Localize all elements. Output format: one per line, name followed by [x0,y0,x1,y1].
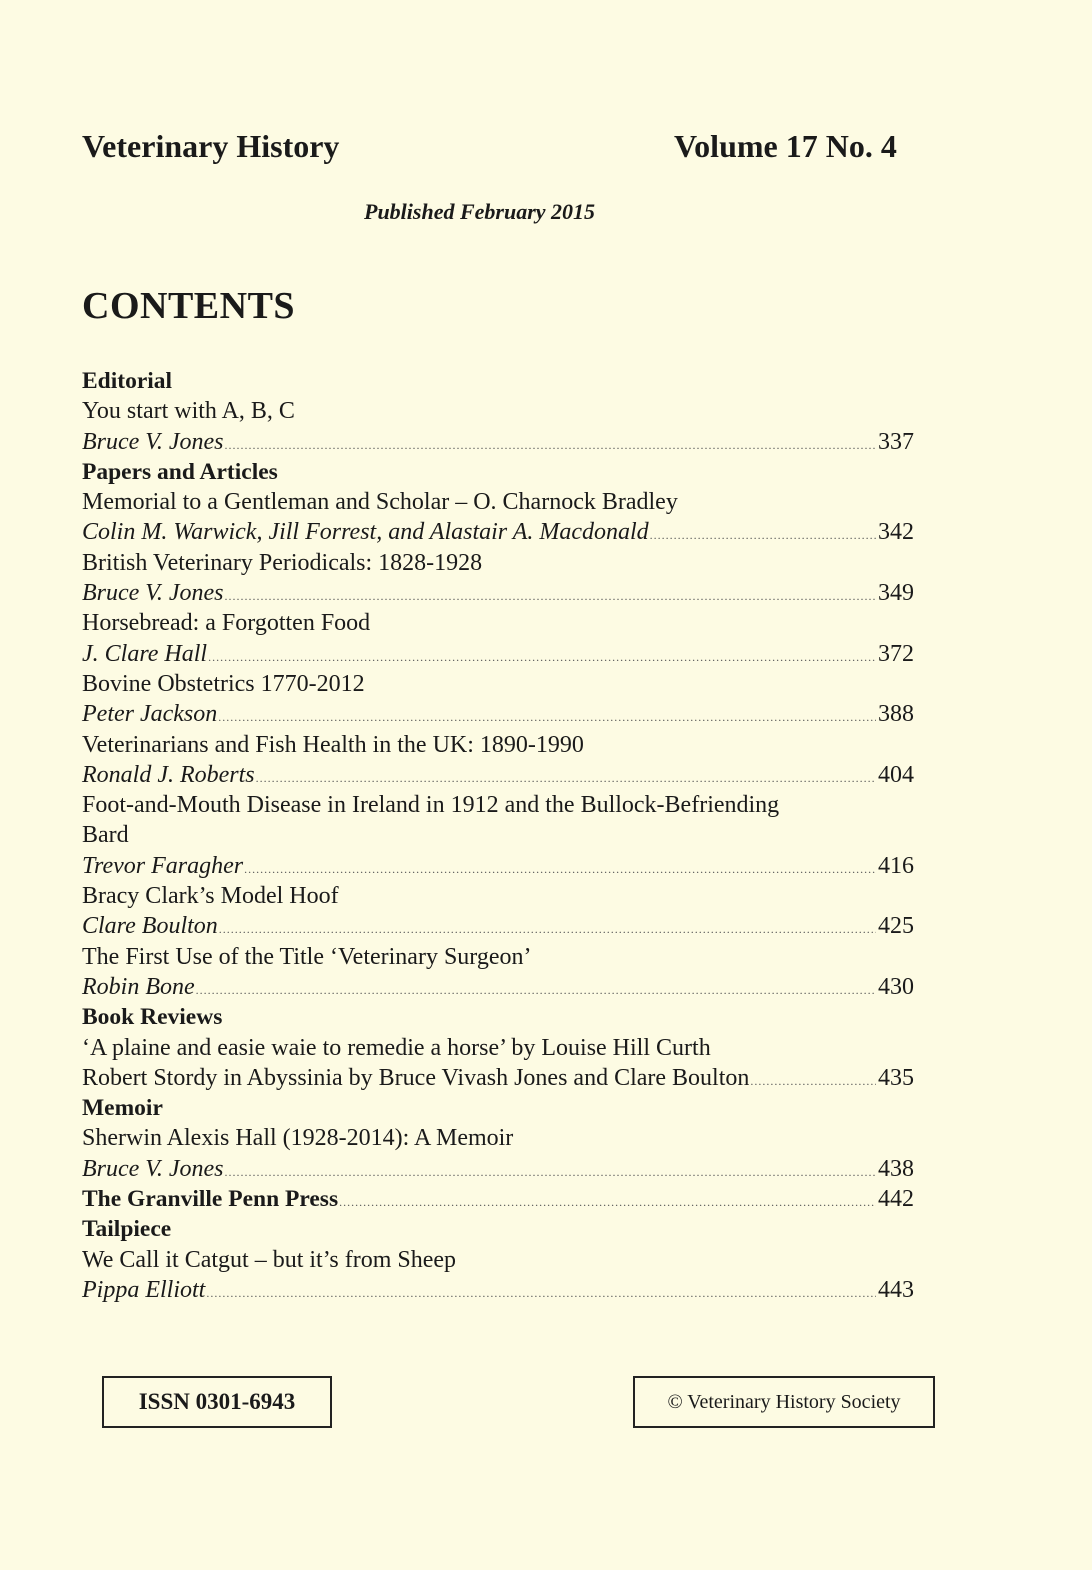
toc-author: Pippa Elliott [82,1276,206,1303]
toc-article-title: Bard [82,822,129,849]
toc-page-number: 425 [878,913,914,940]
toc-author: Ronald J. Roberts [82,761,255,788]
volume-number: Volume 17 No. 4 [674,128,897,164]
toc-article-title: Foot-and-Mouth Disease in Ireland in 1912 and the Bullock-Befriending [82,792,780,819]
journal-title: Veterinary History [82,128,340,164]
dot-leader [650,520,876,550]
dot-leader [218,702,876,732]
toc-article-title: Veterinarians and Fish Health in the UK: 1890-1990 [82,731,584,758]
issn-box [102,1376,332,1428]
toc-page-number: 443 [878,1276,914,1303]
toc-page-number: 435 [878,1064,914,1091]
toc-entry [82,1184,914,1214]
dot-leader [225,1157,876,1187]
toc-author: J. Clare Hall [82,640,208,667]
dot-leader [256,763,876,793]
contents-heading: CONTENTS [82,285,296,327]
table-of-contents [82,366,914,1305]
toc-article-title: Bovine Obstetrics 1770-2012 [82,670,365,697]
toc-article-title: British Veterinary Periodicals: 1828-1928 [82,549,483,576]
toc-entry [82,427,914,457]
toc-page-number: 388 [878,701,914,728]
toc-entry [82,699,914,729]
toc-entry [82,1063,914,1093]
toc-page-number: 438 [878,1155,914,1182]
toc-author: Colin M. Warwick, Jill Forrest, and Alastair A. Macdonald [82,519,649,546]
toc-article-title: Sherwin Alexis Hall (1928-2014): A Memoir [82,1125,514,1152]
toc-article-title: ‘A plaine and easie waie to remedie a horse’ by Louise Hill Curth [82,1034,711,1061]
dot-leader [196,975,876,1005]
toc-author: Robert Stordy in Abyssinia by Bruce Vivash Jones and Clare Boulton [82,1064,750,1091]
toc-page-number: 349 [878,580,914,607]
toc-author: The Granville Penn Press [82,1186,339,1213]
toc-section-heading: Book Reviews [82,1004,223,1031]
toc-author: Peter Jackson [82,701,218,728]
toc-author: Clare Boulton [82,913,218,940]
toc-author: Bruce V. Jones [82,1155,224,1182]
toc-author: Bruce V. Jones [82,580,224,607]
toc-page-number: 430 [878,973,914,1000]
toc-page-number: 416 [878,852,914,879]
toc-article-title: You start with A, B, C [82,398,295,425]
toc-page-number: 337 [878,428,914,455]
toc-entry [82,639,914,669]
toc-article-title: Memorial to a Gentleman and Scholar – O. Charnock Bradley [82,489,678,516]
dot-leader [750,1066,876,1096]
dot-leader [244,854,876,884]
toc-entry [82,1154,914,1184]
copyright-box [633,1376,935,1428]
toc-page-number: 342 [878,519,914,546]
toc-author: Robin Bone [82,973,195,1000]
toc-entry [82,972,914,1002]
toc-entry [82,760,914,790]
toc-author: Trevor Faragher [82,852,244,879]
toc-article-title: Bracy Clark’s Model Hoof [82,883,339,910]
dot-leader [219,914,876,944]
toc-page-number: 404 [878,761,914,788]
toc-page-number: 372 [878,640,914,667]
copyright-text: © Veterinary History Society [667,1390,901,1413]
toc-section-heading: Editorial [82,368,173,394]
toc-entry [82,911,914,941]
dot-leader [206,1278,876,1308]
toc-article-title: The First Use of the Title ‘Veterinary Surgeon’ [82,943,532,970]
publication-date: Published February 2015 [364,199,596,224]
dot-leader [339,1187,876,1217]
dot-leader [225,430,876,460]
toc-page-number: 442 [878,1186,914,1213]
toc-article-title: Horsebread: a Forgotten Food [82,610,371,637]
toc-article-title: We Call it Catgut – but it’s from Sheep [82,1246,457,1273]
toc-section-heading: Papers and Articles [82,458,278,485]
toc-entry [82,578,914,608]
toc-entry [82,1275,914,1305]
issn-text: ISSN 0301-6943 [138,1389,296,1414]
toc-entry [82,517,914,547]
dot-leader [208,642,876,672]
toc-entry [82,851,914,881]
dot-leader [225,581,876,611]
toc-section-heading: Memoir [82,1095,163,1122]
toc-author: Bruce V. Jones [82,428,224,455]
toc-section-heading: Tailpiece [82,1216,172,1243]
